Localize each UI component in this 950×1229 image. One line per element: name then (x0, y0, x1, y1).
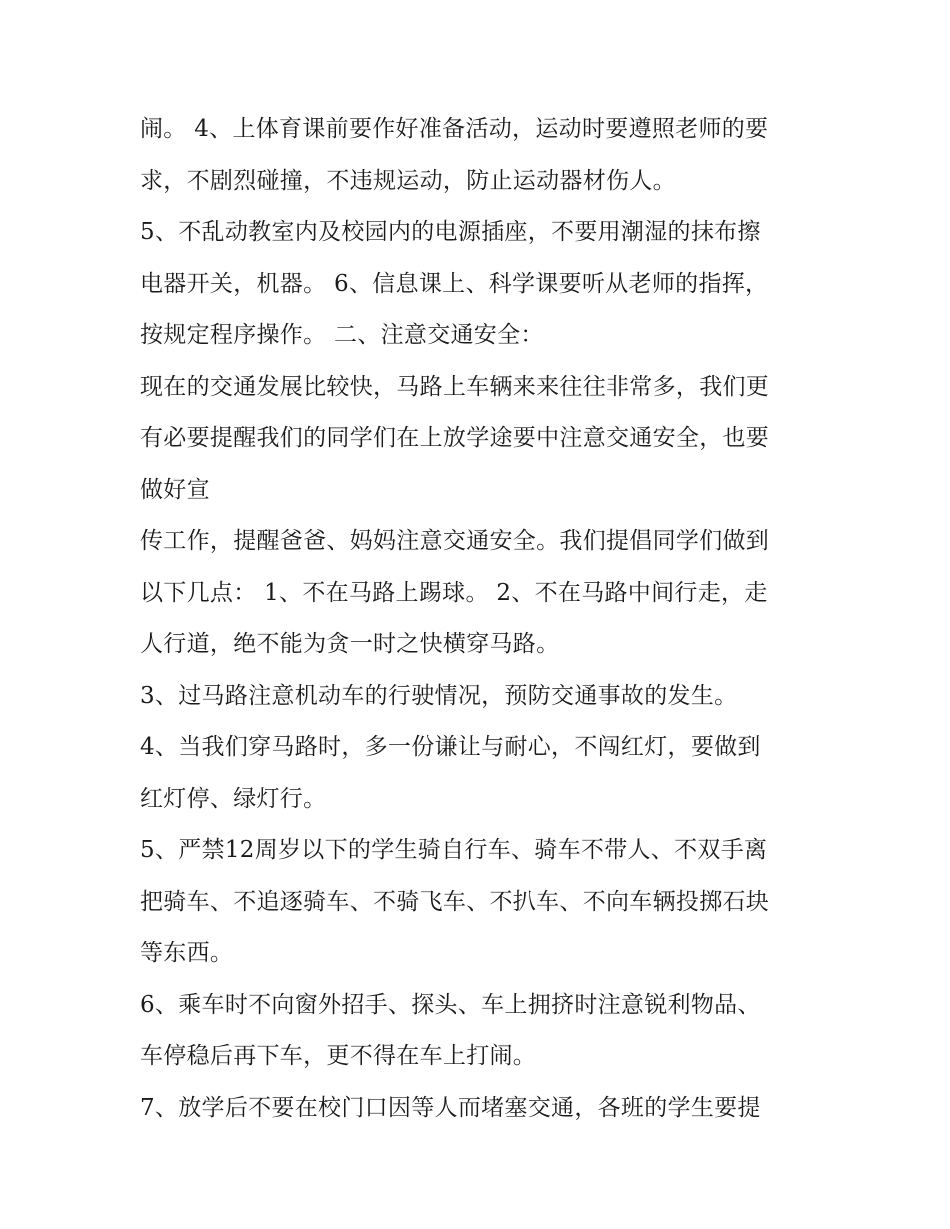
text-line: 6、乘车时不向窗外招手、探头、车上拥挤时注意锐利物品、 (140, 991, 761, 1018)
text-line: 等东西。 (140, 940, 234, 966)
text-line: 电器开关，机器。 6、信息课上、科学课要听从老师的指挥， (140, 270, 769, 297)
document-body (140, 104, 820, 1134)
text-line: 按规定程序操作。 二、注意交通安全： (140, 322, 544, 348)
text-line: 3、过马路注意机动车的行驶情况，预防交通事故的发生。 (140, 682, 738, 709)
text-line: 把骑车、不追逐骑车、不骑飞车、不扒车、不向车辆投掷石块 (140, 888, 770, 915)
text-line: 车停稳后再下车，更不得在车上打闹。 (140, 1043, 537, 1069)
text-line: 4、当我们穿马路时，多一份谦让与耐心，不闯红灯，要做到 (140, 734, 761, 760)
text-line: 5、不乱动教室内及校园内的电源插座，不要用潮湿的抹布擦 (140, 219, 761, 245)
text-line: 5、严禁12周岁以下的学生骑自行车、骑车不带人、不双手离 (140, 837, 768, 863)
text-line: 有必要提醒我们的同学们在上放学途要中注意交通安全，也要 (140, 425, 770, 451)
text-line: 7、放学后不要在校门口因等人而堵塞交通，各班的学生要提 (140, 1094, 761, 1121)
text-line: 红灯停、绿灯行。 (140, 785, 327, 812)
text-line: 以下几点： 1、不在马路上踢球。 2、不在马路中间行走，走 (140, 579, 768, 606)
text-line: 求，不剧烈碰撞，不违规运动，防止运动器材伤人。 (140, 167, 676, 194)
text-line: 闹。 4、上体育课前要作好准备活动，运动时要遵照老师的要 (140, 116, 769, 142)
text-line: 人行道，绝不能为贪一时之快横穿马路。 (140, 631, 560, 657)
text-line: 现在的交通发展比较快，马路上车辆来来往往非常多，我们更 (140, 373, 770, 400)
text-line: 做好宣 (140, 476, 210, 503)
text-line: 传工作，提醒爸爸、妈妈注意交通安全。我们提倡同学们做到 (140, 528, 770, 554)
